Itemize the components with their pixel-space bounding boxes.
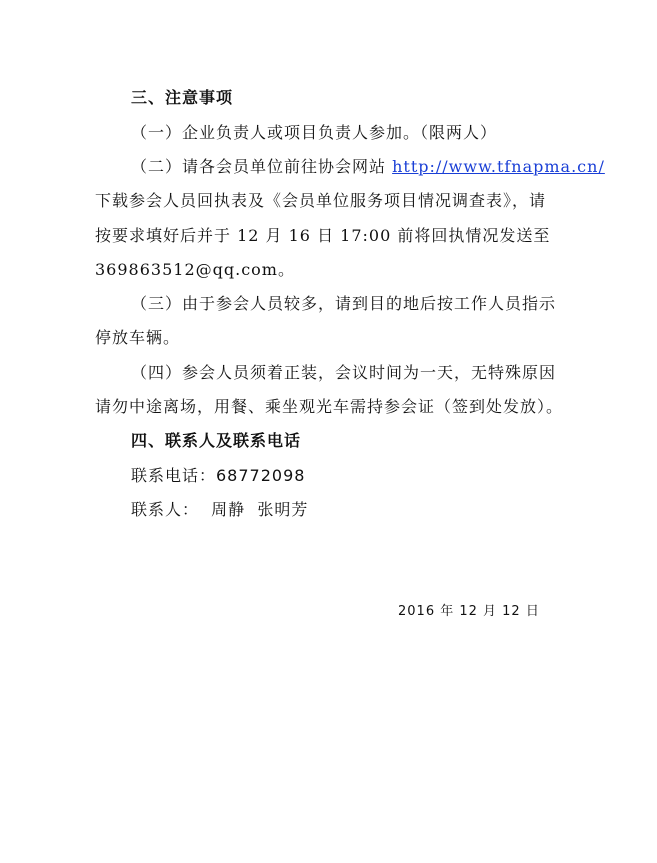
- contact-people: 联系人： 周静 张明芳: [131, 500, 309, 519]
- note-item-2-line-1: [131, 157, 605, 177]
- note-item-2-text: （二）请各会员单位前往协会网站: [131, 157, 393, 176]
- note-item-3-line-1: （三）由于参会人员较多，请到目的地后按工作人员指示: [131, 294, 557, 313]
- section-heading-notes: 三、注意事项: [131, 88, 234, 107]
- note-item-2-line-3: 按要求填好后并于 12 月 16 日 17:00 前将回执情况发送至: [95, 226, 551, 245]
- note-item-1: （一）企业负责人或项目负责人参加。（限两人）: [131, 123, 498, 142]
- document-date: 2016 年 12 月 12 日: [398, 604, 540, 619]
- contact-phone: 联系电话：68772098: [131, 466, 306, 485]
- note-item-4-line-2: 请勿中途离场，用餐、乘坐观光车需持参会证（签到处发放）。: [95, 397, 564, 416]
- section-heading-contacts: 四、联系人及联系电话: [131, 431, 302, 450]
- association-website-link[interactable]: http://www.tfnapma.cn/: [392, 157, 605, 176]
- note-item-2-line-4: 369863512@qq.com。: [95, 260, 295, 279]
- note-item-2-line-2: 下载参会人员回执表及《会员单位服务项目情况调查表》，请: [95, 191, 547, 210]
- note-item-3-line-2: 停放车辆。: [95, 328, 181, 347]
- note-item-4-line-1: （四）参会人员须着正装，会议时间为一天，无特殊原因: [131, 363, 557, 382]
